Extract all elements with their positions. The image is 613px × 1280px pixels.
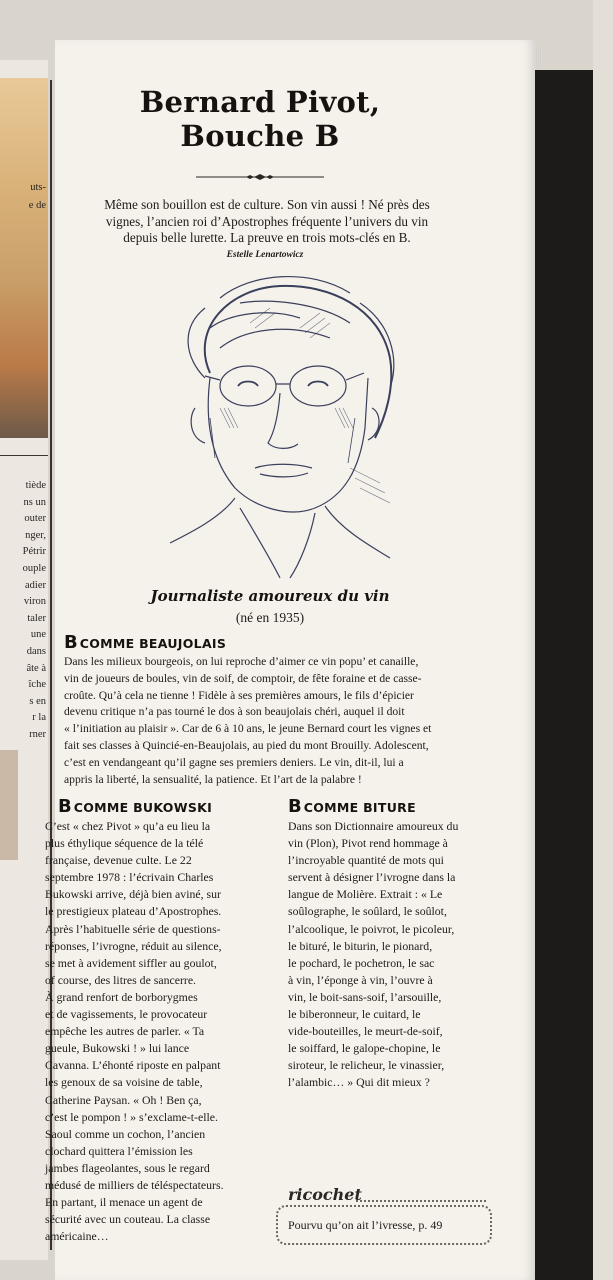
text-line: empêche les autres de parler. « Ta: [45, 1024, 205, 1039]
left-text-fragment: ns un: [23, 496, 46, 508]
text-line: of course, des litres de sancerre.: [45, 972, 196, 987]
text-line: à vin, l’éponge à vin, l’ouvre à: [288, 972, 433, 987]
left-text-fragment: uts-: [30, 182, 46, 193]
text-line: l’alcoolique, le poivrot, le picoleur,: [288, 921, 455, 936]
section-letter: B: [58, 796, 72, 817]
left-text-fragment: Pétrir: [22, 546, 46, 558]
text-line: c’est le pompon ! » s’exclame-t-elle.: [45, 1109, 218, 1124]
text-line: se met à avidement siffler au goulot,: [45, 955, 217, 970]
text-line: vin de joueurs de boules, vin de soif, de comptoir, de fête foraine et de casse-: [64, 671, 422, 685]
background: [593, 0, 613, 1280]
left-text-fragment: tiède: [25, 480, 46, 491]
text-line: clochard quittera l’émission les: [45, 1143, 193, 1158]
text-line: l’incroyable quantité de mots qui: [288, 853, 444, 868]
text-line: médusé de milliers de téléspectateurs.: [45, 1177, 224, 1192]
left-page: [0, 60, 48, 1260]
text-line: sécurité avec un couteau. La classe: [45, 1212, 211, 1227]
left-text-fragment: rner: [29, 729, 46, 740]
text-line: En partant, il menace un agent de: [45, 1195, 203, 1210]
text-line: devenu critique n’a pas tourné le dos à son beaujolais chéri, auquel il doit: [64, 705, 405, 719]
section-heading-biture: [288, 796, 416, 817]
section-body-biture: [288, 818, 488, 1092]
text-line: vide-bouteilles, le meurt-de-soif,: [288, 1024, 443, 1039]
ricochet-reference: Pourvu qu’on ait l’ivresse, p. 49: [288, 1218, 443, 1232]
left-text-fragment: âte à: [26, 662, 46, 674]
text-line: Bukowski arrive, déjà bien aviné, sur: [45, 887, 221, 902]
left-text-fragment: adier: [25, 579, 46, 591]
text-line: réponses, l’ivrogne, réduit au silence,: [45, 938, 222, 953]
text-line: fait ses classes à Quincié-en-Beaujolais, au pied du mont Brouilly. Adolescent,: [64, 738, 429, 752]
section-heading-beaujolais: [64, 632, 226, 653]
section-letter: B: [64, 632, 78, 653]
author-byline: Estelle Lenartowicz: [226, 250, 304, 260]
text-line: soûlographe, le soûlard, le soûlot,: [288, 904, 447, 919]
intro-line: vignes, l’ancien roi d’Apostrophes fréquente l’univers du vin: [105, 213, 429, 229]
section-letter: B: [288, 796, 302, 817]
text-line: le biberonneur, le cuitard, le: [288, 1007, 421, 1022]
text-line: Dans son Dictionnaire amoureux du: [288, 819, 459, 833]
text-line: le pochard, le pochetron, le sac: [288, 955, 435, 970]
article-intro: [82, 197, 452, 247]
left-text-fragment: nger,: [25, 529, 46, 541]
text-line: vin (Plon), Pivot rend hommage à: [288, 836, 448, 851]
text-line: servent à désigner l’ivrogne dans la: [288, 870, 456, 885]
left-divider: [0, 455, 48, 456]
text-line: plus éthylique séquence de la télé: [45, 836, 204, 851]
text-line: vin, le boit-sans-soif, l’arsouille,: [288, 989, 442, 1004]
section-body-beaujolais: [64, 654, 494, 788]
left-text-fragment: s en: [29, 695, 46, 707]
text-line: et de vagissements, le provocateur: [45, 1007, 208, 1022]
left-text-fragment: e de: [28, 200, 46, 211]
portrait-caption: Journaliste amoureux du vin: [150, 587, 390, 605]
text-line: le soiffard, le galope-chopine, le: [288, 1041, 441, 1056]
section-body-bukowski: [45, 818, 270, 1245]
left-text-fragment: outer: [24, 513, 46, 525]
food-photo: [0, 78, 48, 438]
birth-year: (né en 1935): [235, 610, 305, 625]
text-line: septembre 1978 : l’écrivain Charles: [45, 870, 214, 885]
left-text-fragment: une: [30, 629, 46, 641]
ricochet-label: ricochet: [288, 1185, 362, 1204]
text-line: Après l’habituelle série de questions-: [45, 921, 221, 936]
text-line: Catherine Paysan. « Oh ! Ben ça,: [45, 1092, 202, 1107]
left-text-fragment: r la: [32, 712, 46, 724]
intro-line: depuis belle lurette. La preuve en trois mots-clés en B.: [123, 230, 411, 245]
ricochet-dotted-rule: [356, 1200, 486, 1202]
left-text-fragment: viron: [23, 596, 46, 608]
text-line: langue de Molière. Extrait : « Le: [288, 887, 443, 902]
text-line: Saoul comme un cochon, l’ancien: [45, 1126, 206, 1141]
text-line: appris la liberté, la sensualité, la patience. Et l’art de la palabre !: [64, 772, 362, 786]
text-line: les genoux de sa voisine de table,: [45, 1075, 203, 1090]
text-line: américaine…: [45, 1229, 109, 1244]
text-line: gueule, Bukowski ! » lui lance: [45, 1041, 190, 1056]
text-line: l’alambic… » Qui dit mieux ?: [288, 1075, 430, 1090]
text-line: Dans les milieux bourgeois, on lui reproche d’aimer ce vin popu’ et canaille,: [64, 655, 419, 668]
title-ornament: [196, 174, 324, 180]
section-title: COMME BITURE: [303, 800, 416, 815]
text-line: siroteur, le relicheur, le vinassier,: [288, 1058, 445, 1073]
text-line: française, devenue culte. Le 22: [45, 853, 192, 868]
left-text-fragment: dans: [26, 646, 46, 657]
left-text-fragment: ouple: [22, 563, 46, 574]
text-line: le bituré, le biturin, le pionard,: [288, 938, 433, 953]
section-title: COMME BEAUJOLAIS: [79, 636, 227, 651]
text-line: C’est « chez Pivot » qu’a eu lieu la: [45, 819, 211, 833]
intro-line: Même son bouillon est de culture. Son vin aussi ! Né près des: [104, 197, 430, 212]
text-line: croûte. Qu’à cela ne tienne ! Fidèle à ses premières amours, le fils d’épicier: [64, 688, 414, 702]
article-title-line2: Bouche B: [180, 119, 340, 153]
text-line: À grand renfort de borborygmes: [45, 989, 198, 1004]
text-line: « l’initiation au plaisir ». Car de 6 à 10 ans, le jeune Bernard court les vignes et: [64, 722, 432, 736]
text-line: jambes flageolantes, sous le regard: [45, 1160, 210, 1175]
left-text-fragment: îche: [28, 679, 46, 691]
text-line: Cavanna. L’éhonté riposte en palpant: [45, 1058, 221, 1073]
left-text-fragment: taler: [27, 612, 46, 624]
portrait-illustration: [150, 268, 405, 588]
book-spine: [535, 70, 593, 1280]
section-title: COMME BUKOWSKI: [73, 800, 213, 815]
section-heading-bukowski: [58, 796, 212, 817]
text-line: le prestigieux plateau d’Apostrophes.: [45, 904, 222, 919]
left-color-block: [0, 750, 18, 860]
article-title-line1: Bernard Pivot,: [139, 85, 381, 119]
text-line: c’est en vendangeant qu’il gagne ses premiers deniers. Le vin, dit-il, lui a: [64, 755, 404, 769]
